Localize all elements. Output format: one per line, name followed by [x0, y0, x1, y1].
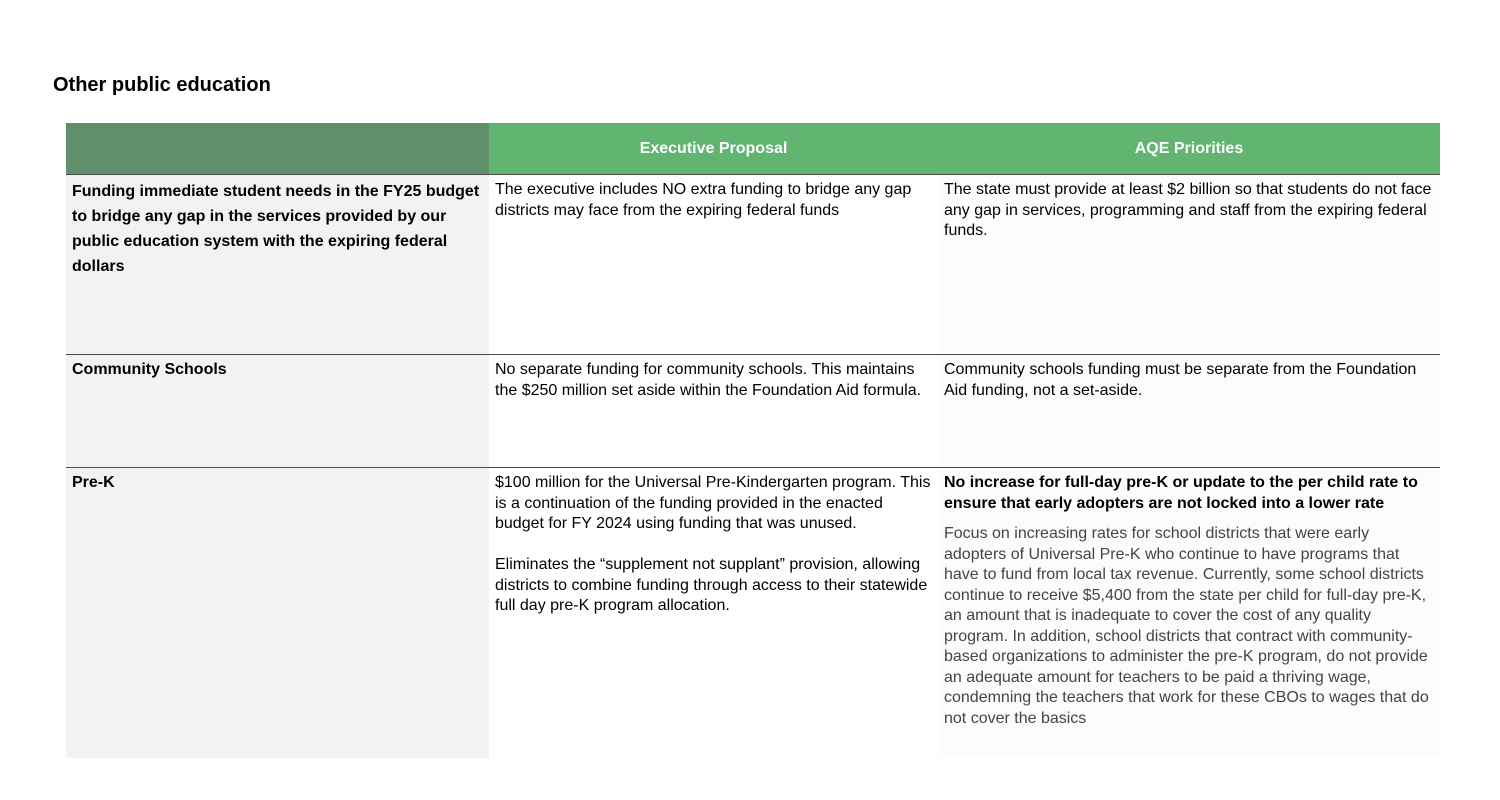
row-topic: Pre-K — [66, 468, 489, 758]
row-executive — [489, 468, 938, 758]
page-title: Other public education — [53, 74, 271, 96]
header-executive-proposal: Executive Proposal — [489, 123, 938, 174]
table-row — [66, 355, 1440, 468]
executive-text: No separate funding for community schools. This maintains the $250 million set aside within the Foundation Aid formula. — [495, 361, 922, 399]
row-aqe — [938, 355, 1440, 467]
row-topic: Community Schools — [66, 355, 489, 467]
aqe-lead-text: No increase for full-day pre-K or update to the per child rate to ensure that early adopters are not locked into a lower rate — [944, 474, 1418, 512]
aqe-text: The state must provide at least $2 billion so that students do not face any gap in services, programming and staff from the expiring federal funds. — [944, 181, 1432, 239]
row-executive — [489, 175, 938, 354]
aqe-text: Community schools funding must be separate from the Foundation Aid funding, not a set-aside. — [944, 361, 1417, 399]
row-aqe — [938, 175, 1440, 354]
table-row — [66, 468, 1440, 758]
table-header-row — [66, 123, 1440, 175]
row-aqe — [938, 468, 1440, 758]
table-row — [66, 175, 1440, 355]
executive-text: $100 million for the Universal Pre-Kindergarten program. This is a continuation of the funding provided in the enacted budget for FY 2024 using funding that was unused. — [495, 474, 931, 532]
row-topic: Funding immediate student needs in the FY25 budget to bridge any gap in the services provided by our public education system with the expiring federal dollars — [66, 175, 489, 354]
row-executive — [489, 355, 938, 467]
header-topic-cell — [66, 123, 489, 174]
header-aqe-priorities: AQE Priorities — [938, 123, 1440, 174]
executive-text: The executive includes NO extra funding to bridge any gap districts may face from the expiring federal funds — [495, 181, 912, 219]
aqe-text: Focus on increasing rates for school districts that were early adopters of Universal Pre-K who continue to have programs that have to fund from local tax revenue. Currently, some school districts continue to receive $5,400 from the state per child for full-day pre-K, an amount that is inadequate to cover the cost of any quality program. In addition, school districts that contract with community-based organizations to administer the pre-K program, do not provide an adequate amount for teachers to be paid a thriving wage, condemning the teachers that work for these CBOs to wages that do not cover the basics — [944, 525, 1429, 727]
comparison-table — [66, 123, 1440, 758]
executive-text: Eliminates the “supplement not supplant” provision, allowing districts to combine funding through access to their statewide full day pre-K program allocation. — [495, 556, 928, 614]
